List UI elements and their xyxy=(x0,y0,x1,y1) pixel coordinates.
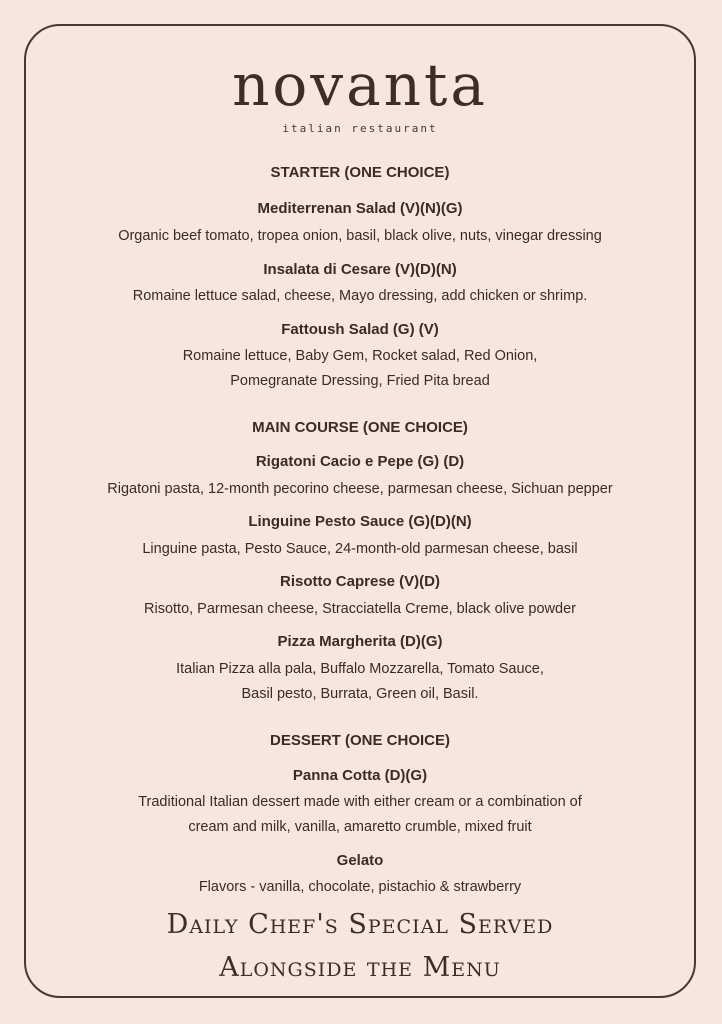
dessert-title: DESSERT (ONE CHOICE) xyxy=(269,732,450,749)
dessert-item-1-name: Panna Cotta (D)(G) xyxy=(292,767,428,784)
starter-item-1-name: Mediterrenan Salad (V)(N)(G) xyxy=(257,200,463,217)
starter-item-2-name: Insalata di Cesare (V)(D)(N) xyxy=(263,261,457,278)
starter-title: STARTER (ONE CHOICE) xyxy=(270,164,450,181)
starter-item-1-desc: Organic beef tomato, tropea onion, basil, black olive, nuts, vinegar dressing xyxy=(118,228,602,244)
main-item-1-desc: Rigatoni pasta, 12-month pecorino cheese, parmesan cheese, Sichuan pepper xyxy=(107,481,613,497)
main-item-2-desc: Linguine pasta, Pesto Sauce, 24-month-old parmesan cheese, basil xyxy=(142,541,578,557)
dessert-item-1-desc-line2: cream and milk, vanilla, amaretto crumble, mixed fruit xyxy=(188,819,532,835)
starter-item-3-name: Fattoush Salad (G) (V) xyxy=(281,321,439,338)
main-title: MAIN COURSE (ONE CHOICE) xyxy=(252,419,468,436)
chef-special-line2: Alongside the Menu xyxy=(219,952,501,983)
dessert-item-2-name: Gelato xyxy=(336,852,384,869)
brand-tagline: italian restaurant xyxy=(282,122,438,135)
main-item-1-name: Rigatoni Cacio e Pepe (G) (D) xyxy=(255,453,465,470)
starter-item-2-desc: Romaine lettuce salad, cheese, Mayo dressing, add chicken or shrimp. xyxy=(132,288,588,304)
starter-item-3-desc-line2: Pomegranate Dressing, Fried Pita bread xyxy=(230,373,490,389)
menu-content xyxy=(24,24,696,998)
brand-logo: novanta xyxy=(232,51,488,119)
main-item-3-name: Risotto Caprese (V)(D) xyxy=(279,573,440,590)
main-item-4-name: Pizza Margherita (D)(G) xyxy=(277,633,443,650)
starter-item-3-desc-line1: Romaine lettuce, Baby Gem, Rocket salad, Red Onion, xyxy=(182,348,538,364)
dessert-item-2-desc: Flavors - vanilla, chocolate, pistachio & strawberry xyxy=(198,879,522,895)
main-item-4-desc-line2: Basil pesto, Burrata, Green oil, Basil. xyxy=(241,686,479,702)
main-item-3-desc: Risotto, Parmesan cheese, Stracciatella Creme, black olive powder xyxy=(144,601,576,617)
dessert-item-1-desc-line1: Traditional Italian dessert made with either cream or a combination of xyxy=(138,794,582,810)
main-item-2-name: Linguine Pesto Sauce (G)(D)(N) xyxy=(248,513,472,530)
main-item-4-desc-line1: Italian Pizza alla pala, Buffalo Mozzarella, Tomato Sauce, xyxy=(176,661,544,677)
chef-special-line1: Daily Chef's Special Served xyxy=(166,909,554,940)
